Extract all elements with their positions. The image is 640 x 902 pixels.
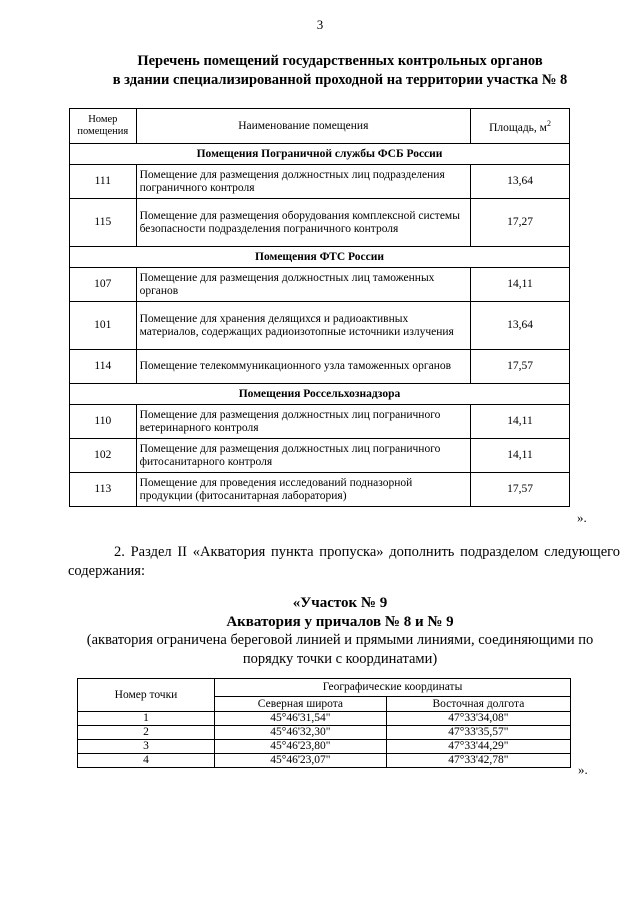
document-title bbox=[60, 52, 620, 90]
coordinates-table bbox=[77, 678, 571, 768]
section-header-fts bbox=[70, 247, 570, 268]
room-name: Помещение для проведения исследований подназорной продукции (фитосанитарная лаборатория) bbox=[136, 473, 470, 507]
header-geo-coords: Географические координаты bbox=[215, 679, 571, 697]
longitude-value: 47°33'34,08" bbox=[386, 712, 570, 726]
room-area: 17,27 bbox=[471, 199, 570, 247]
table-row bbox=[70, 439, 570, 473]
room-number: 107 bbox=[70, 268, 137, 302]
room-area: 14,11 bbox=[471, 268, 570, 302]
latitude-value: 45°46'31,54" bbox=[215, 712, 387, 726]
table-row bbox=[70, 350, 570, 384]
header-latitude: Северная широта bbox=[215, 697, 387, 712]
rooms-table-header bbox=[70, 109, 570, 144]
room-number: 111 bbox=[70, 165, 137, 199]
room-name: Помещение для размещения оборудования комплексной системы безопасности подразделения пограничного контроля bbox=[136, 199, 470, 247]
room-number: 102 bbox=[70, 439, 137, 473]
table-row bbox=[70, 165, 570, 199]
section-title: Помещения Пограничной службы ФСБ России bbox=[70, 144, 570, 165]
longitude-value: 47°33'44,29" bbox=[386, 740, 570, 754]
room-name: Помещение для хранения делящихся и радиоактивных материалов, содержащих радиоизотопные источники излучения bbox=[136, 302, 470, 350]
table-row bbox=[78, 726, 571, 740]
room-area: 17,57 bbox=[471, 473, 570, 507]
table-row bbox=[70, 302, 570, 350]
header-room-area bbox=[471, 109, 570, 144]
room-area: 13,64 bbox=[471, 165, 570, 199]
rooms-table bbox=[69, 108, 570, 507]
room-number: 114 bbox=[70, 350, 137, 384]
table-row bbox=[70, 405, 570, 439]
room-name: Помещение для размещения должностных лиц таможенных органов bbox=[136, 268, 470, 302]
room-area: 14,11 bbox=[471, 405, 570, 439]
amendment-paragraph: 2. Раздел II «Акватория пункта пропуска» дополнить подразделом следующего содержания: bbox=[68, 544, 620, 579]
header-room-name: Наименование помещения bbox=[136, 109, 470, 144]
table-row bbox=[78, 712, 571, 726]
room-name: Помещение для размещения должностных лиц подразделения пограничного контроля bbox=[136, 165, 470, 199]
room-area: 14,11 bbox=[471, 439, 570, 473]
point-number: 2 bbox=[78, 726, 215, 740]
header-area-label: Площадь, м bbox=[489, 121, 547, 134]
room-name: Помещение телекоммуникационного узла таможенных органов bbox=[136, 350, 470, 384]
table-row bbox=[70, 199, 570, 247]
longitude-value: 47°33'35,57" bbox=[386, 726, 570, 740]
latitude-value: 45°46'32,30" bbox=[215, 726, 387, 740]
point-number: 1 bbox=[78, 712, 215, 726]
latitude-value: 45°46'23,80" bbox=[215, 740, 387, 754]
table-row bbox=[78, 754, 571, 768]
room-name: Помещение для размещения должностных лиц пограничного ветеринарного контроля bbox=[136, 405, 470, 439]
point-number: 3 bbox=[78, 740, 215, 754]
room-number: 101 bbox=[70, 302, 137, 350]
header-point-number: Номер точки bbox=[78, 679, 215, 712]
subsection-heading: Акватория у причалов № 8 и № 9 bbox=[226, 614, 454, 630]
subsection-description: (акватория ограничена береговой линией и прямыми линиями, соединяющими по порядку точки с координатами) bbox=[86, 632, 594, 667]
room-number: 113 bbox=[70, 473, 137, 507]
subsection-title: «Участок № 9 bbox=[292, 595, 388, 611]
table-row bbox=[70, 268, 570, 302]
header-room-number: Номер помещения bbox=[70, 109, 137, 144]
room-area: 17,57 bbox=[471, 350, 570, 384]
point-number: 4 bbox=[78, 754, 215, 768]
section-header-fsb bbox=[70, 144, 570, 165]
room-area: 13,64 bbox=[471, 302, 570, 350]
title-line-2: в здании специализированной проходной на территории участка № 8 bbox=[112, 72, 568, 88]
title-line-1: Перечень помещений государственных контрольных органов bbox=[137, 53, 543, 69]
section-title: Помещения ФТС России bbox=[70, 247, 570, 268]
latitude-value: 45°46'23,07" bbox=[215, 754, 387, 768]
room-name: Помещение для размещения должностных лиц пограничного фитосанитарного контроля bbox=[136, 439, 470, 473]
room-number: 115 bbox=[70, 199, 137, 247]
section-header-rsn bbox=[70, 384, 570, 405]
header-area-sup: 2 bbox=[546, 119, 551, 129]
coords-header-row-1 bbox=[78, 679, 571, 697]
page-number: 3 bbox=[316, 17, 324, 32]
closing-quote-rooms: ». bbox=[577, 510, 587, 525]
table-row bbox=[78, 740, 571, 754]
section-title: Помещения Россельхознадзора bbox=[70, 384, 570, 405]
table-row bbox=[70, 473, 570, 507]
longitude-value: 47°33'42,78" bbox=[386, 754, 570, 768]
room-number: 110 bbox=[70, 405, 137, 439]
closing-quote-coords: ». bbox=[578, 762, 588, 777]
header-longitude: Восточная долгота bbox=[386, 697, 570, 712]
